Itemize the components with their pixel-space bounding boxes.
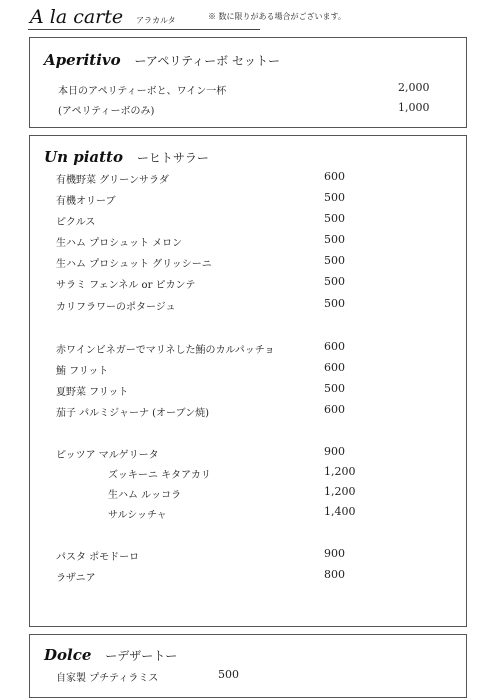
- header-underline: [28, 29, 260, 30]
- menu-item-name: 生ハム ルッコラ: [108, 490, 182, 501]
- availability-note: ※ 数に限りがある場合がございます。: [208, 12, 346, 21]
- unpiatto-title: [44, 148, 209, 166]
- aperitivo-title: [44, 51, 280, 69]
- menu-item-name: 生ハム プロシュット グリッシーニ: [56, 259, 212, 270]
- menu-item-price: 500: [324, 275, 345, 288]
- menu-item-name: ラザニア: [56, 573, 96, 584]
- menu-item-name: 茄子 パルミジャーナ (オーブン焼): [56, 408, 210, 419]
- menu-title-kana: アラカルタ: [136, 16, 176, 25]
- menu-item-price: 500: [324, 254, 345, 267]
- dolce-title-jp: ーデザートー: [105, 649, 178, 663]
- aperitivo-title-script: Aperitivo: [44, 51, 121, 69]
- menu-item-price: 500: [324, 191, 345, 204]
- menu-item-price: 500: [218, 668, 239, 681]
- menu-item-name: サルシッチャ: [108, 510, 167, 521]
- menu-item-price: 800: [324, 568, 345, 581]
- unpiatto-title-jp: ーヒトサラー: [136, 151, 209, 165]
- menu-item-name: 有機オリーブ: [56, 196, 116, 207]
- menu-item-name: 有機野菜 グリーンサラダ: [56, 175, 169, 186]
- menu-item-price: 500: [324, 382, 345, 395]
- menu-item-price: 600: [324, 340, 345, 353]
- unpiatto-title-script: Un piatto: [44, 148, 123, 166]
- dolce-title: [44, 646, 177, 664]
- menu-item-price: 1,400: [324, 505, 356, 518]
- menu-item-price: 500: [324, 233, 345, 246]
- menu-item-name: パスタ ポモドーロ: [56, 552, 140, 563]
- menu-item-price: 500: [324, 212, 345, 225]
- menu-item-price: 1,200: [324, 465, 356, 478]
- menu-item-price: 500: [324, 297, 345, 310]
- menu-item-name: ピッツア マルゲリータ: [56, 450, 159, 461]
- menu-item-name: 夏野菜 フリット: [56, 387, 129, 398]
- menu-item-price: 900: [324, 547, 345, 560]
- menu-item-name: 鮪 フリット: [56, 366, 109, 377]
- menu-item-name: サラミ フェンネル or ピカンテ: [56, 280, 196, 291]
- menu-item-name: ピクルス: [56, 217, 96, 228]
- dolce-title-script: Dolce: [44, 646, 92, 664]
- menu-item-price: 900: [324, 445, 345, 458]
- menu-item-name: (アペリティーボのみ): [58, 106, 155, 117]
- menu-item-price: 600: [324, 170, 345, 183]
- menu-item-name: 自家製 プチティラミス: [56, 673, 159, 684]
- menu-item-price: 600: [324, 361, 345, 374]
- menu-item-price: 1,200: [324, 485, 356, 498]
- aperitivo-title-jp: ーアペリティーボ セットー: [134, 54, 280, 68]
- menu-item-name: 生ハム プロシュット メロン: [56, 238, 183, 249]
- menu-item-price: 600: [324, 403, 345, 416]
- menu-title: A la carte: [30, 6, 124, 28]
- menu-item-name: 赤ワインビネガーでマリネした鮪のカルパッチョ: [56, 345, 275, 356]
- menu-item-price: 1,000: [398, 101, 430, 114]
- menu-item-name: カリフラワーのポタージュ: [56, 302, 176, 313]
- dolce-section: [29, 634, 467, 698]
- menu-item-name: 本日のアペリティーボと、ワイン一杯: [58, 86, 227, 97]
- menu-item-price: 2,000: [398, 81, 430, 94]
- menu-item-name: ズッキーニ キタアカリ: [108, 470, 211, 481]
